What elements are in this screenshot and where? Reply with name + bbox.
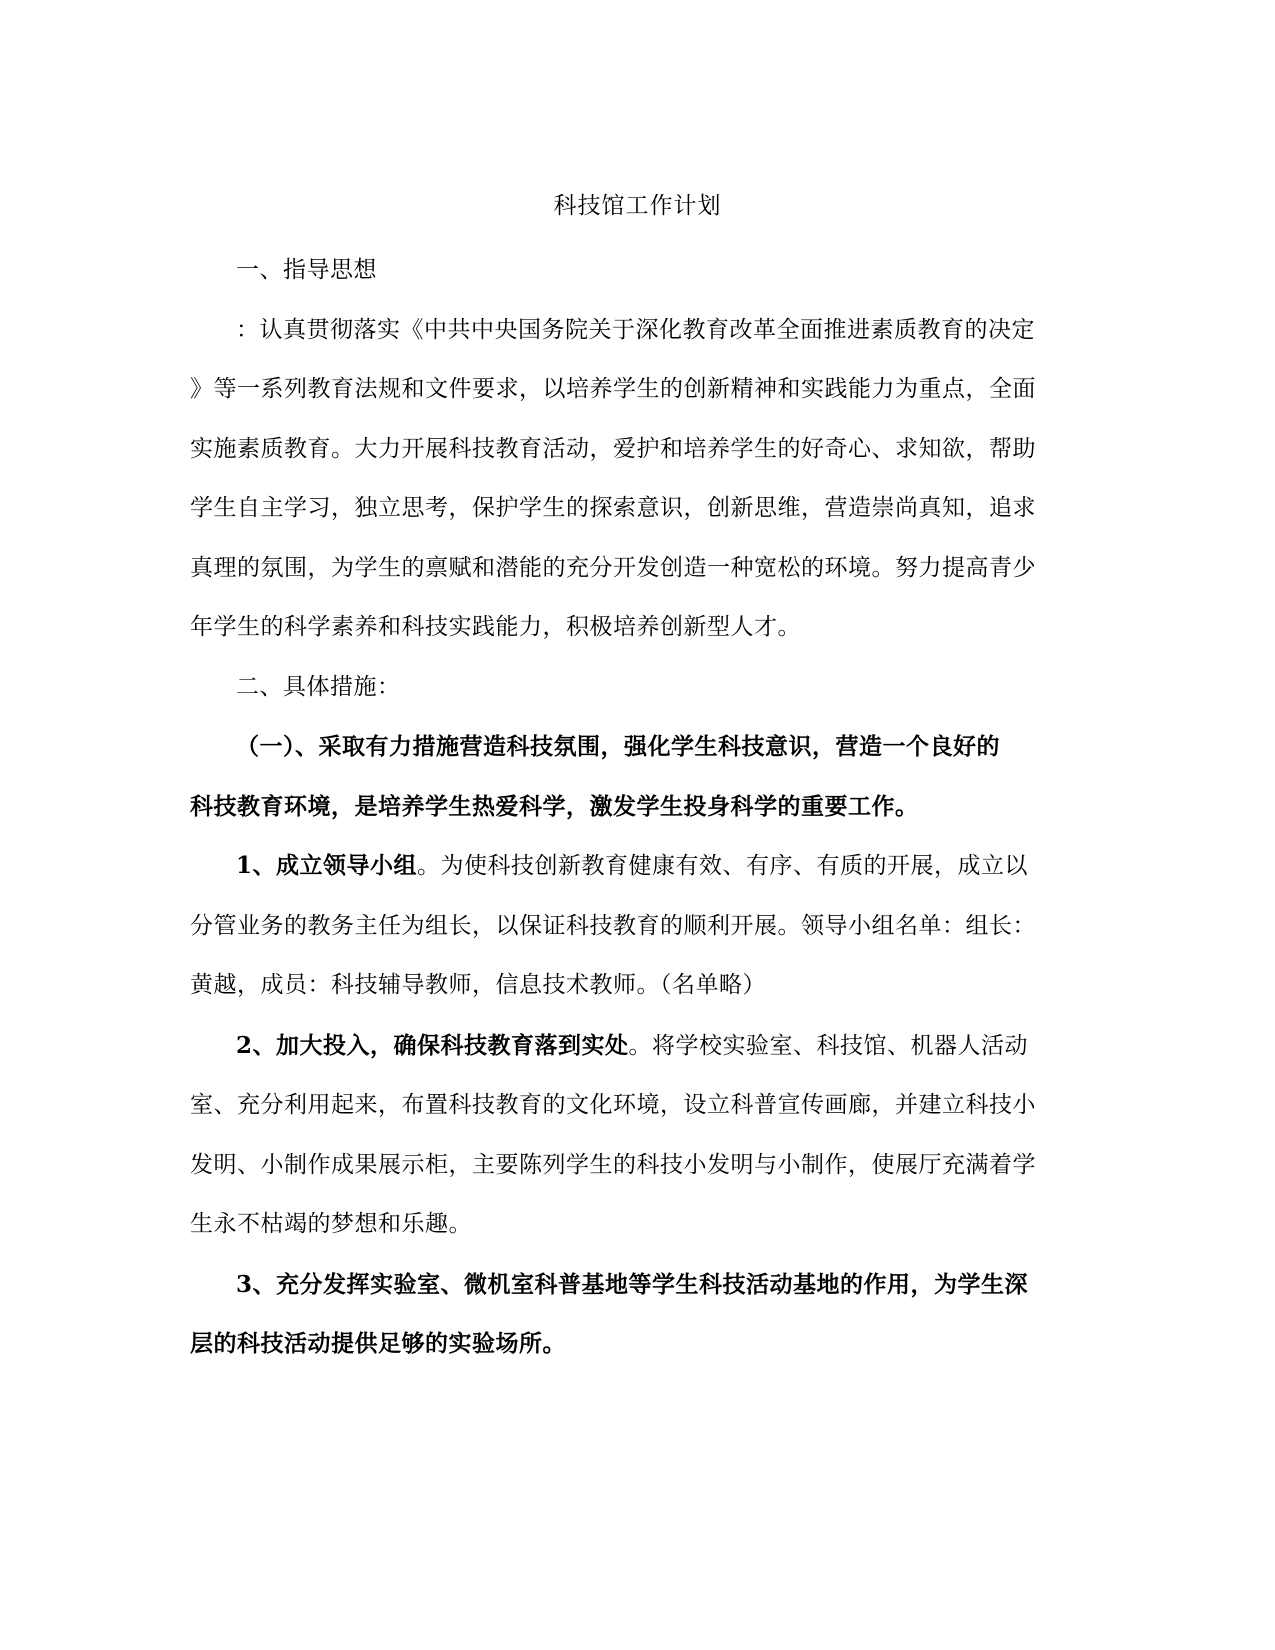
item-1-text: 。为使科技创新教育健康有效、有序、有质的开展，成立以 — [417, 853, 1029, 879]
item-1-heading: 1、成立领导小组 — [236, 852, 418, 879]
paragraph-item-2 — [190, 1016, 1090, 1255]
text-line: 实施素质教育。大力开展科技教育活动，爱护和培养学生的好奇心、求知欲，帮助 — [190, 435, 1036, 462]
text-line: 黄越，成员：科技辅导教师，信息技术教师。（名单略） — [190, 972, 766, 998]
text-line: 发明、小制作成果展示柜，主要陈列学生的科技小发明与小制作，使展厅充满着学 — [190, 1151, 1036, 1178]
document-body — [190, 241, 1090, 1374]
text-line: 层的科技活动提供足够的实验场所。 — [190, 1330, 566, 1357]
text-line: 真理的氛围，为学生的禀赋和潜能的充分开发创造一种宽松的环境。努力提高青少 — [190, 554, 1036, 581]
subsection-heading-atmosphere — [190, 717, 1090, 836]
text-line: （一）、采取有力措施营造科技氛围，强化学生科技意识，营造一个良好的 — [236, 733, 1000, 760]
text-line: 生永不枯竭的梦想和乐趣。 — [190, 1211, 472, 1237]
text-line: ：认真贯彻落实《中共中央国务院关于深化教育改革全面推进素质教育的决定 — [236, 316, 1035, 343]
text-line: 3、充分发挥实验室、微机室科普基地等学生科技活动基地的作用，为学生深 — [236, 1270, 1029, 1298]
paragraph-item-1 — [190, 836, 1090, 1016]
text-line — [190, 1016, 1090, 1077]
section-heading-specific-measures: 二、具体措施： — [236, 673, 401, 700]
section-heading-guiding-ideology: 一、指导思想 — [236, 257, 377, 283]
item-2-text: 。将学校实验室、科技馆、机器人活动 — [628, 1032, 1029, 1059]
text-line: 科技教育环境，是培养学生热爱科学，激发学生投身科学的重要工作。 — [190, 792, 919, 820]
text-line: 年学生的科学素养和科技实践能力，积极培养创新型人才。 — [190, 614, 801, 640]
text-line: 室、充分利用起来，布置科技教育的文化环境，设立科普宣传画廊，并建立科技小 — [190, 1092, 1036, 1118]
item-2-heading: 2、加大投入，确保科技教育落到实处 — [236, 1031, 629, 1059]
paragraph-guiding-ideology — [190, 301, 1090, 658]
paragraph-item-3 — [190, 1255, 1090, 1374]
text-line — [190, 836, 1090, 897]
document-title: 科技馆工作计划 — [553, 193, 722, 219]
text-line: 》等一系列教育法规和文件要求，以培养学生的创新精神和实践能力为重点，全面 — [190, 376, 1036, 402]
text-line: 学生自主学习，独立思考，保护学生的探索意识，创新思维，营造崇尚真知，追求 — [190, 495, 1036, 521]
text-line: 分管业务的教务主任为组长，以保证科技教育的顺利开展。领导小组名单：组长： — [190, 912, 1036, 939]
